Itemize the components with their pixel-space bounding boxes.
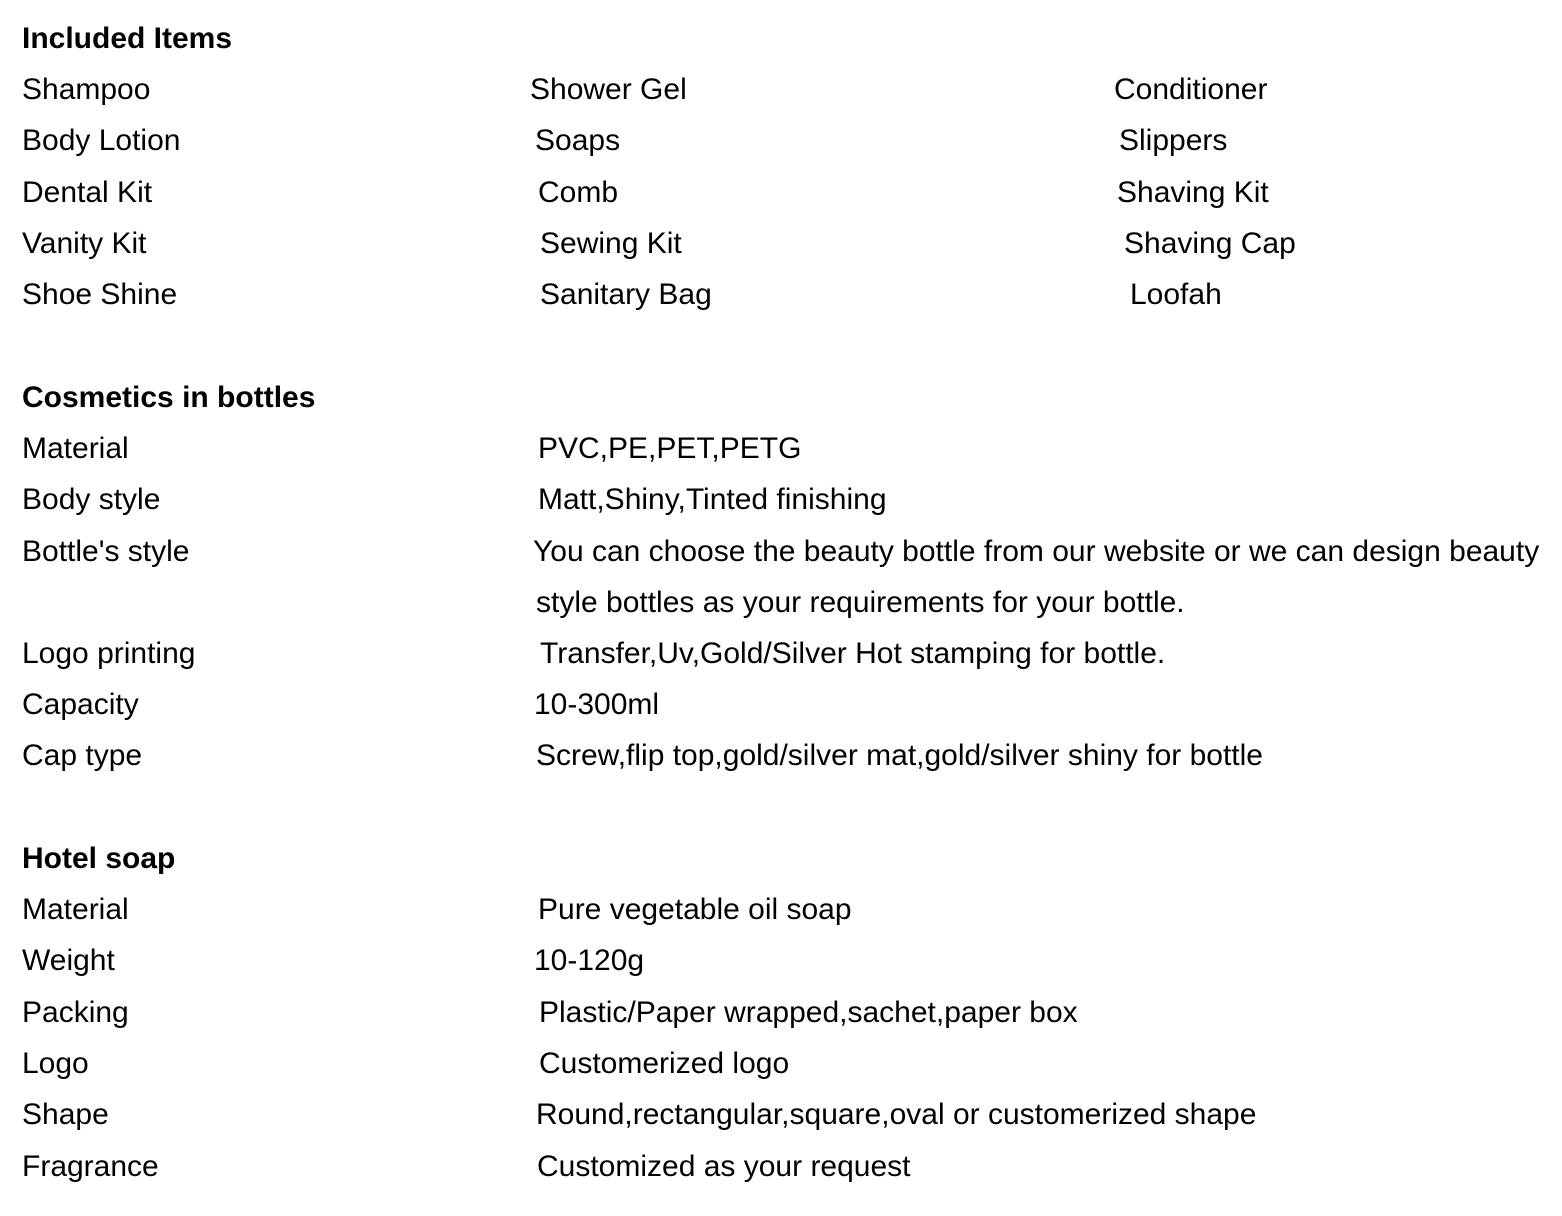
spec-value: 10-120g [534,944,645,977]
included-item: Conditioner [1114,73,1268,106]
spec-label: Material [22,432,129,465]
spec-label: Cap type [22,739,143,772]
spec-value: You can choose the beauty bottle from our website or we can design beauty [533,535,1540,568]
spec-value: Screw,flip top,gold/silver mat,gold/silver shiny for bottle [536,739,1263,772]
spec-value: Transfer,Uv,Gold/Silver Hot stamping for bottle. [540,637,1166,670]
included-item: Shaving Kit [1117,176,1269,209]
spec-value: Pure vegetable oil soap [538,893,852,926]
included-item: Shoe Shine [22,278,178,311]
spec-label: Material [22,893,129,926]
included-item: Slippers [1119,124,1228,157]
spec-value: Customized as your request [537,1150,911,1183]
spec-value: 10-300ml [534,688,660,721]
spec-label: Body style [22,483,161,516]
included-item: Loofah [1130,278,1222,311]
included-item: Body Lotion [22,124,181,157]
spec-value-continued: style bottles as your requirements for your bottle. [536,586,1185,619]
hotel-soap-heading: Hotel soap [22,842,176,875]
included-item: Shampoo [22,73,151,106]
spec-label: Bottle's style [22,535,190,568]
spec-value: Plastic/Paper wrapped,sachet,paper box [539,996,1078,1029]
included-item: Shower Gel [530,73,687,106]
spec-label: Fragrance [22,1150,159,1183]
spec-label: Capacity [22,688,139,721]
spec-label: Logo [22,1047,89,1080]
included-item: Sanitary Bag [540,278,712,311]
included-item: Sewing Kit [540,227,682,260]
spec-value: Customerized logo [539,1047,790,1080]
spec-value: Round,rectangular,square,oval or customerized shape [536,1098,1257,1131]
included-item: Vanity Kit [22,227,147,260]
included-item: Shaving Cap [1124,227,1296,260]
spec-label: Weight [22,944,115,977]
spec-value: Matt,Shiny,Tinted finishing [538,483,887,516]
included-item: Soaps [535,124,621,157]
included-item: Comb [538,176,619,209]
cosmetics-heading: Cosmetics in bottles [22,381,316,414]
spec-label: Logo printing [22,637,196,670]
spec-value: PVC,PE,PET,PETG [538,432,802,465]
spec-label: Packing [22,996,129,1029]
included-item: Dental Kit [22,176,153,209]
spec-label: Shape [22,1098,109,1131]
included-items-heading: Included Items [22,22,233,55]
